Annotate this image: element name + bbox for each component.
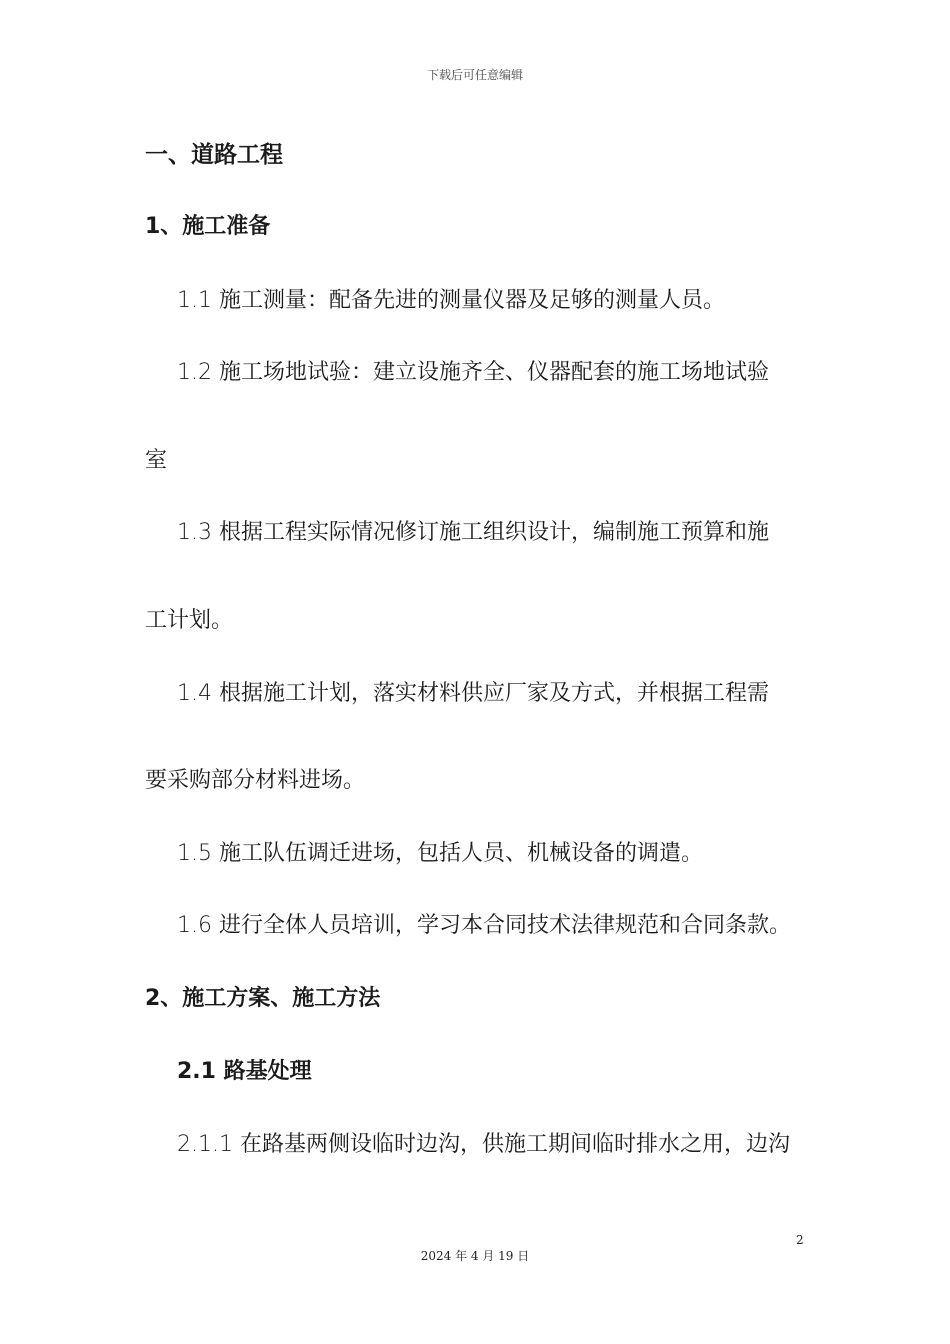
- page-header: 下载后可任意编辑: [426, 68, 523, 82]
- paragraph-1-4-line2: 要采购部分材料进场。: [145, 768, 366, 793]
- heading-subgrade-treatment: 2.1 路基处理: [177, 1059, 312, 1084]
- paragraph-1-5: 1.5 施工队伍调迁进场，包括人员、机械设备的调遣。: [177, 841, 703, 866]
- paragraph-1-2-line2: 室: [145, 448, 168, 473]
- heading-construction-preparation: 1、施工准备: [145, 214, 271, 239]
- paragraph-1-6: 1.6 进行全体人员培训，学习本合同技术法律规范和合同条款。: [177, 913, 791, 938]
- heading-construction-plan: 2、施工方案、施工方法: [145, 986, 381, 1011]
- heading-road-engineering: 一、道路工程: [145, 142, 283, 168]
- paragraph-1-3-line2: 工计划。: [145, 608, 234, 633]
- paragraph-1-3-line1: 1.3 根据工程实际情况修订施工组织设计，编制施工预算和施: [177, 520, 769, 545]
- page-number: 2: [796, 1233, 804, 1247]
- page-footer-date: 2024 年 4 月 19 日: [420, 1249, 530, 1263]
- paragraph-1-2-line1: 1.2 施工场地试验：建立设施齐全、仪器配套的施工场地试验: [177, 360, 769, 385]
- paragraph-2-1-1-line1: 2.1.1 在路基两侧设临时边沟，供施工期间临时排水之用，边沟: [177, 1132, 790, 1157]
- paragraph-1-4-line1: 1.4 根据施工计划，落实材料供应厂家及方式，并根据工程需: [177, 681, 769, 706]
- paragraph-1-1: 1.1 施工测量：配备先进的测量仪器及足够的测量人员。: [177, 288, 725, 313]
